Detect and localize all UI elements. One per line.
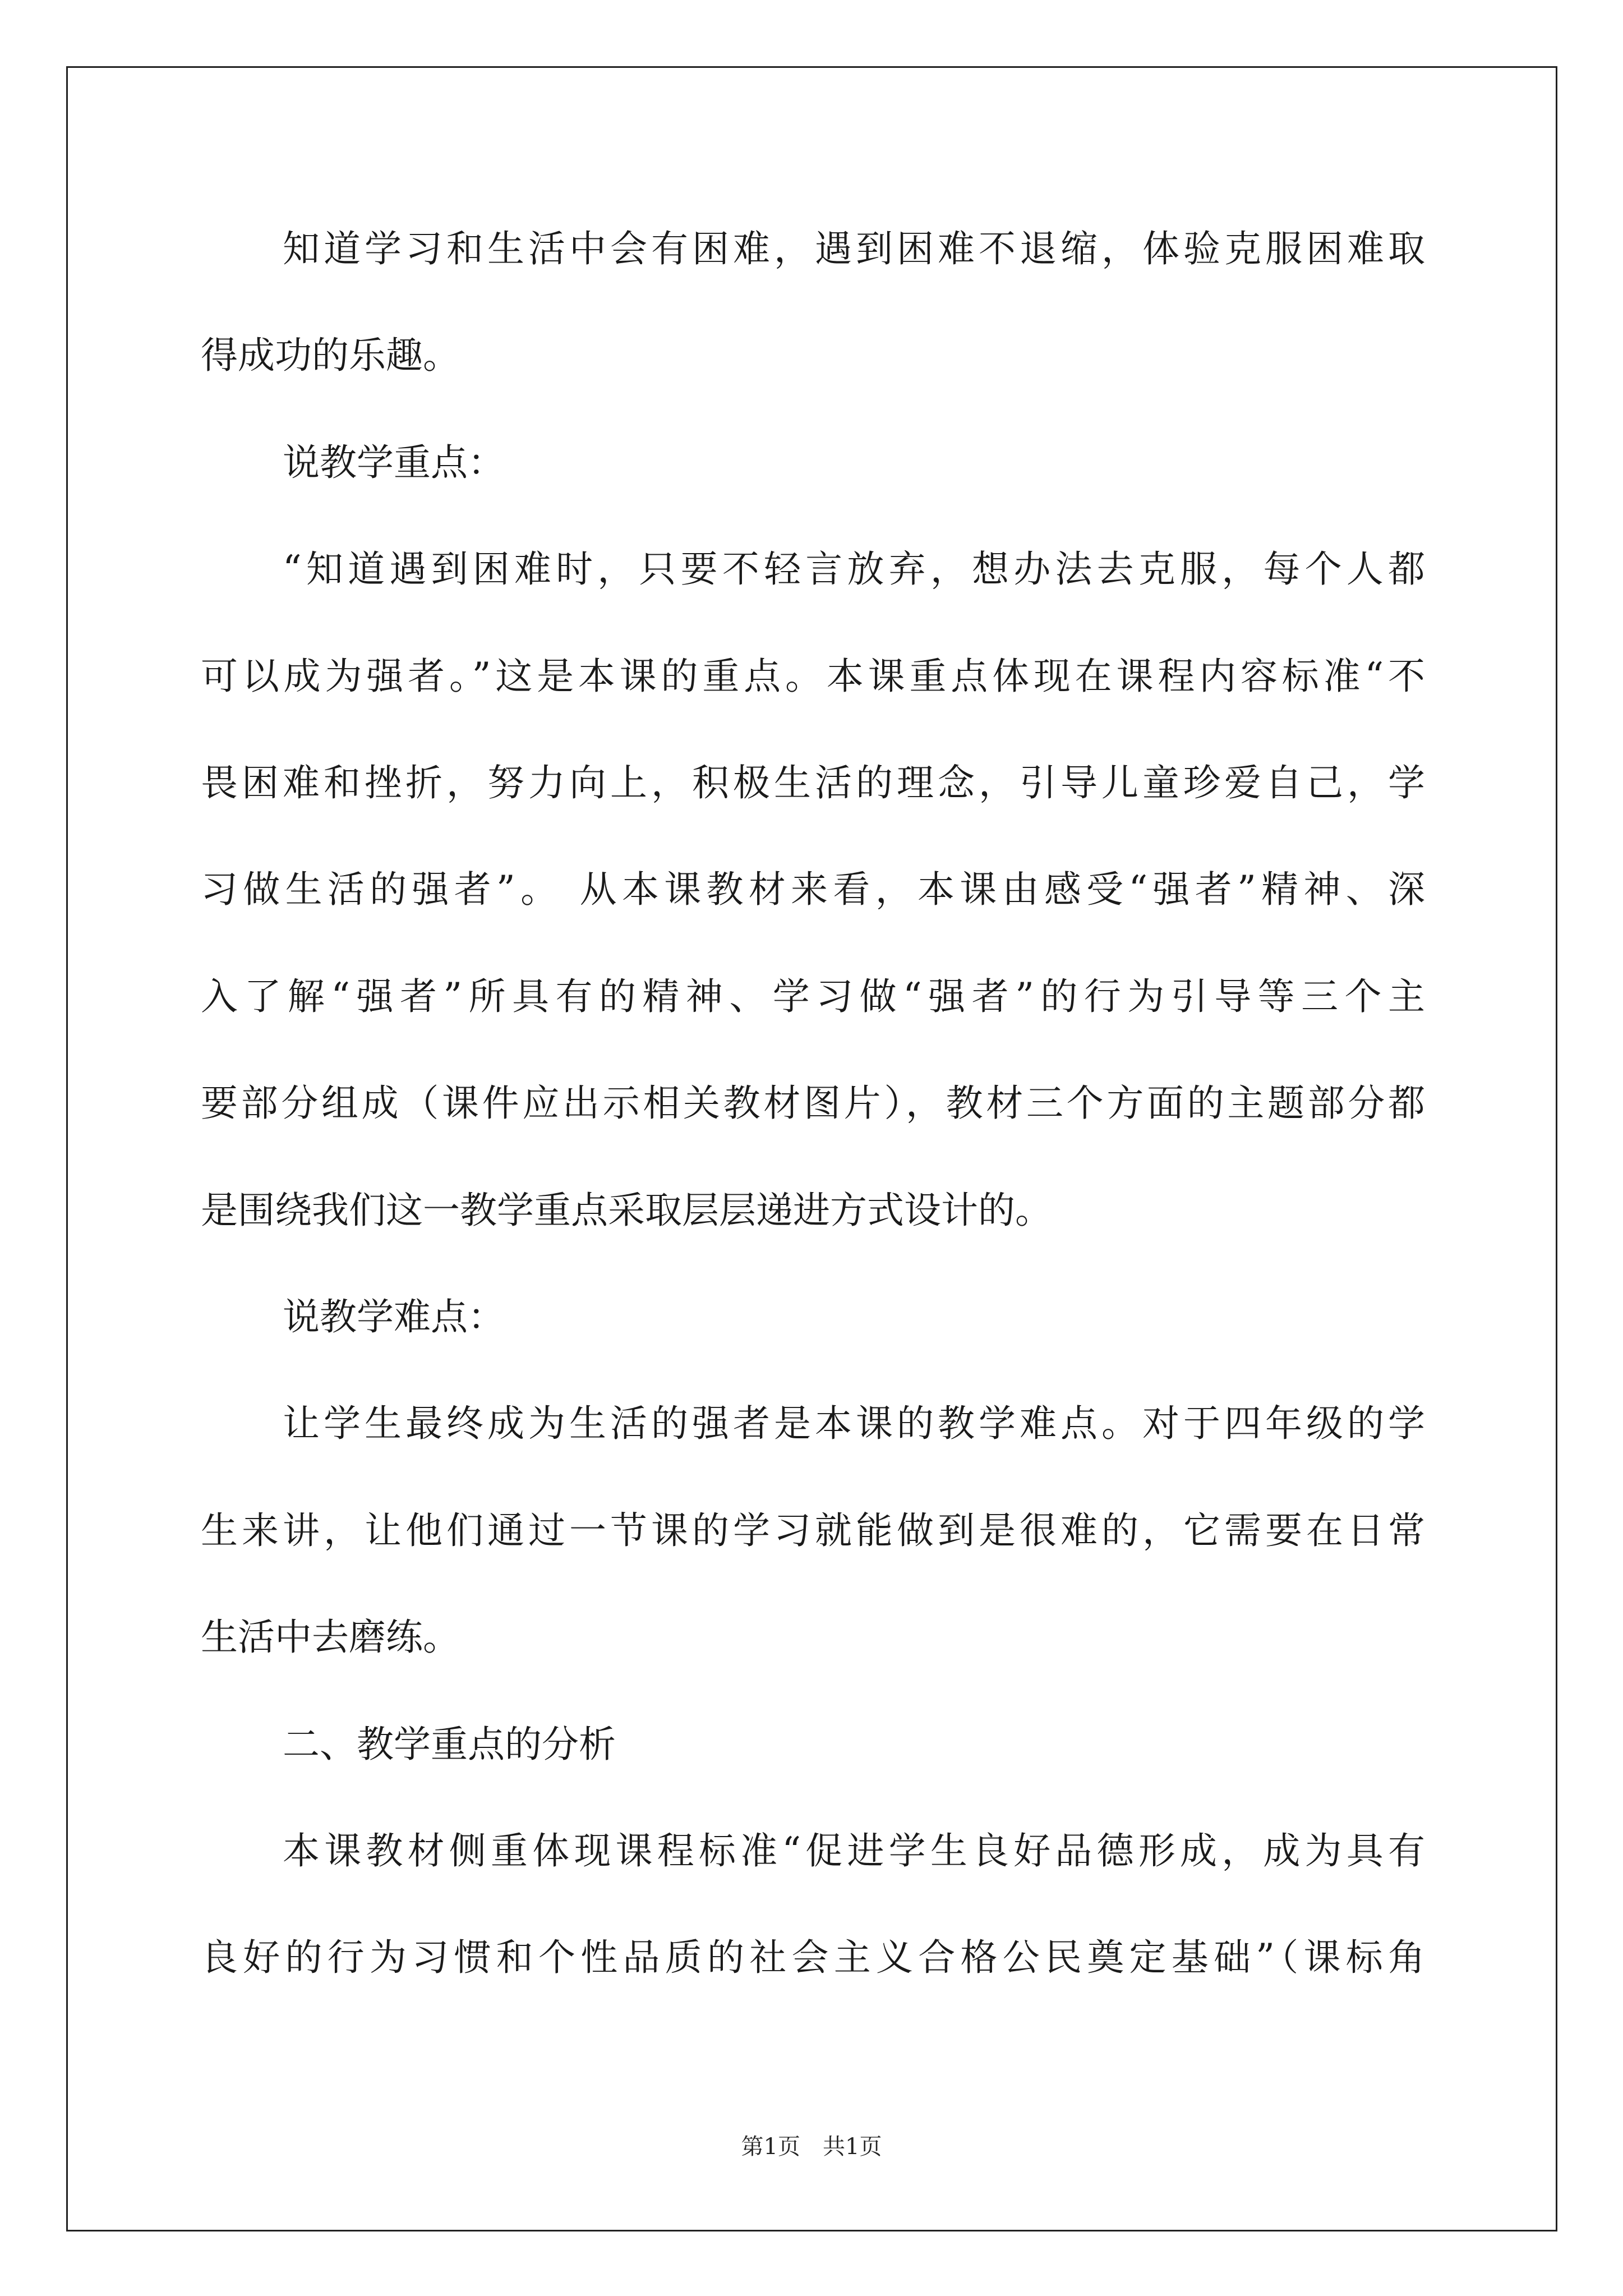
paragraph-line: 畏困难和挫折，努力向上，积极生活的理念，引导儿童珍爱自己，学	[201, 761, 1425, 804]
paragraph-line: 生来讲，让他们通过一节课的学习就能做到是很难的，它需要在日常	[201, 1509, 1425, 1552]
section-heading: 二、教学重点的分析	[283, 1723, 616, 1766]
paragraph-line: 让学生最终成为生活的强者是本课的教学难点。对于四年级的学	[283, 1402, 1425, 1445]
paragraph-line: “知道遇到困难时，只要不轻言放弃，想办法去克服，每个人都	[283, 547, 1425, 591]
paragraph-line: 可以成为强者。”这是本课的重点。本课重点体现在课程内容标准“不	[201, 655, 1425, 698]
paragraph-line: 得成功的乐趣。	[201, 334, 460, 377]
paragraph-line: 习做生活的强者”。 从本课教材来看，本课由感受“强者”精神、深	[201, 868, 1425, 911]
paragraph-line: 良好的行为习惯和个性品质的社会主义合格公民奠定基础”（课标角	[201, 1936, 1425, 1979]
paragraph-line: 本课教材侧重体现课程标准“促进学生良好品德形成，成为具有	[283, 1829, 1425, 1872]
paragraph-line: 入了解“强者”所具有的精神、学习做“强者”的行为引导等三个主	[201, 975, 1425, 1018]
page-number: 第1页 共1页	[741, 2134, 882, 2160]
paragraph-line: 知道学习和生活中会有困难，遇到困难不退缩，体验克服困难取	[283, 227, 1425, 270]
section-heading: 说教学重点：	[283, 441, 505, 484]
page-border	[66, 66, 1557, 2231]
paragraph-line: 是围绕我们这一教学重点采取层层递进方式设计的。	[201, 1189, 1052, 1232]
section-heading: 说教学难点：	[283, 1295, 505, 1338]
paragraph-line: 要部分组成（课件应出示相关教材图片），教材三个方面的主题部分都	[201, 1082, 1425, 1125]
page-footer	[0, 2130, 1623, 2164]
paragraph-line: 生活中去磨练。	[201, 1616, 460, 1659]
